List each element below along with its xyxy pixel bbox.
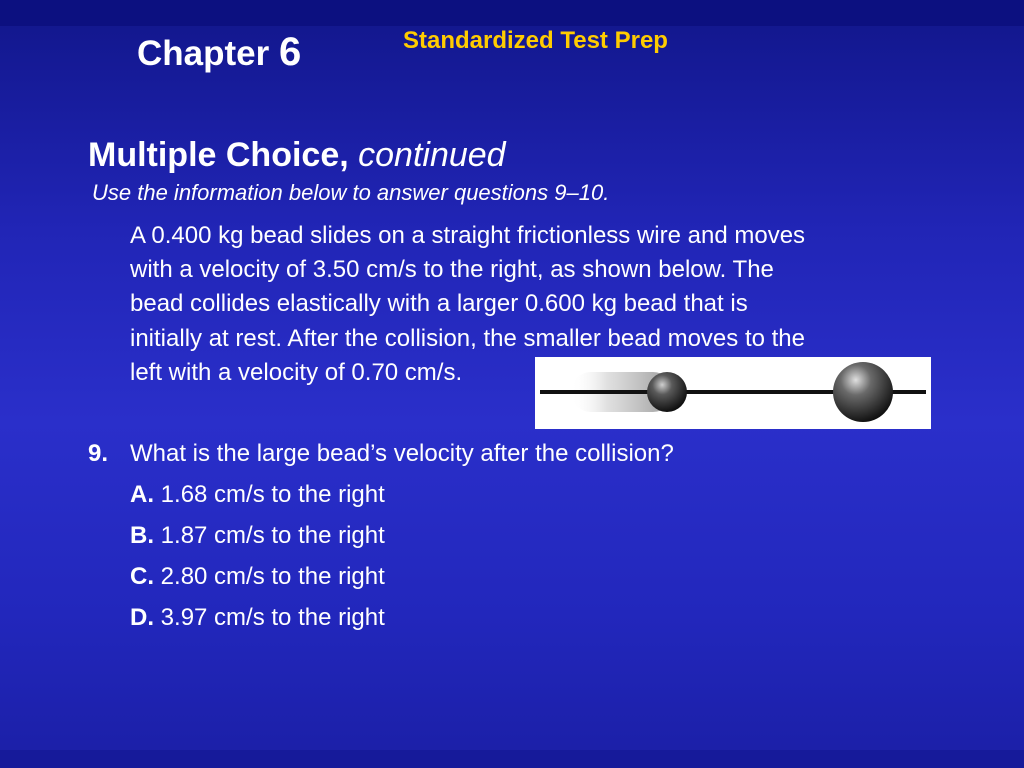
- choice-letter: C.: [130, 563, 154, 590]
- choice-text: 1.68 cm/s to the right: [160, 481, 385, 508]
- bead-collision-diagram: [535, 357, 931, 429]
- bottom-band: [0, 750, 1024, 768]
- choice-text: 3.97 cm/s to the right: [160, 604, 385, 631]
- passage-line: bead collides elastically with a larger 0.600 kg bead that is: [130, 290, 748, 318]
- choice-letter: A.: [130, 481, 154, 508]
- instruction-text: Use the information below to answer questions 9–10.: [92, 180, 610, 205]
- test-prep-title: Standardized Test Prep: [403, 27, 668, 54]
- large-bead: [833, 362, 893, 422]
- choice-letter: D.: [130, 604, 154, 631]
- choice-d: [130, 602, 385, 634]
- passage-line: with a velocity of 3.50 cm/s to the right, as shown below. The: [130, 256, 774, 284]
- choice-text: 2.80 cm/s to the right: [160, 563, 385, 590]
- question-number: 9.: [88, 440, 109, 467]
- top-band: [0, 0, 1024, 26]
- choice-text: 1.87 cm/s to the right: [160, 522, 385, 549]
- choice-letter: B.: [130, 522, 154, 549]
- passage-line: A 0.400 kg bead slides on a straight frictionless wire and moves: [130, 222, 806, 249]
- small-bead: [647, 372, 687, 412]
- choice-a: [130, 479, 385, 511]
- bead-collision-figure: [535, 357, 931, 429]
- question-9: [88, 438, 674, 470]
- chapter-title: [137, 28, 301, 78]
- choice-b: [130, 520, 385, 552]
- section-heading: [88, 134, 506, 176]
- section-title-continued: continued: [358, 136, 506, 174]
- passage-line: initially at rest. After the collision, the smaller bead moves to the: [130, 324, 805, 352]
- passage-line: left with a velocity of 0.70 cm/s.: [130, 358, 463, 386]
- question-text: What is the large bead’s velocity after the collision?: [130, 440, 674, 467]
- section-title: Multiple Choice,: [88, 136, 349, 174]
- chapter-number: 6: [278, 30, 302, 74]
- chapter-word: Chapter: [137, 34, 270, 73]
- choice-c: [130, 561, 385, 593]
